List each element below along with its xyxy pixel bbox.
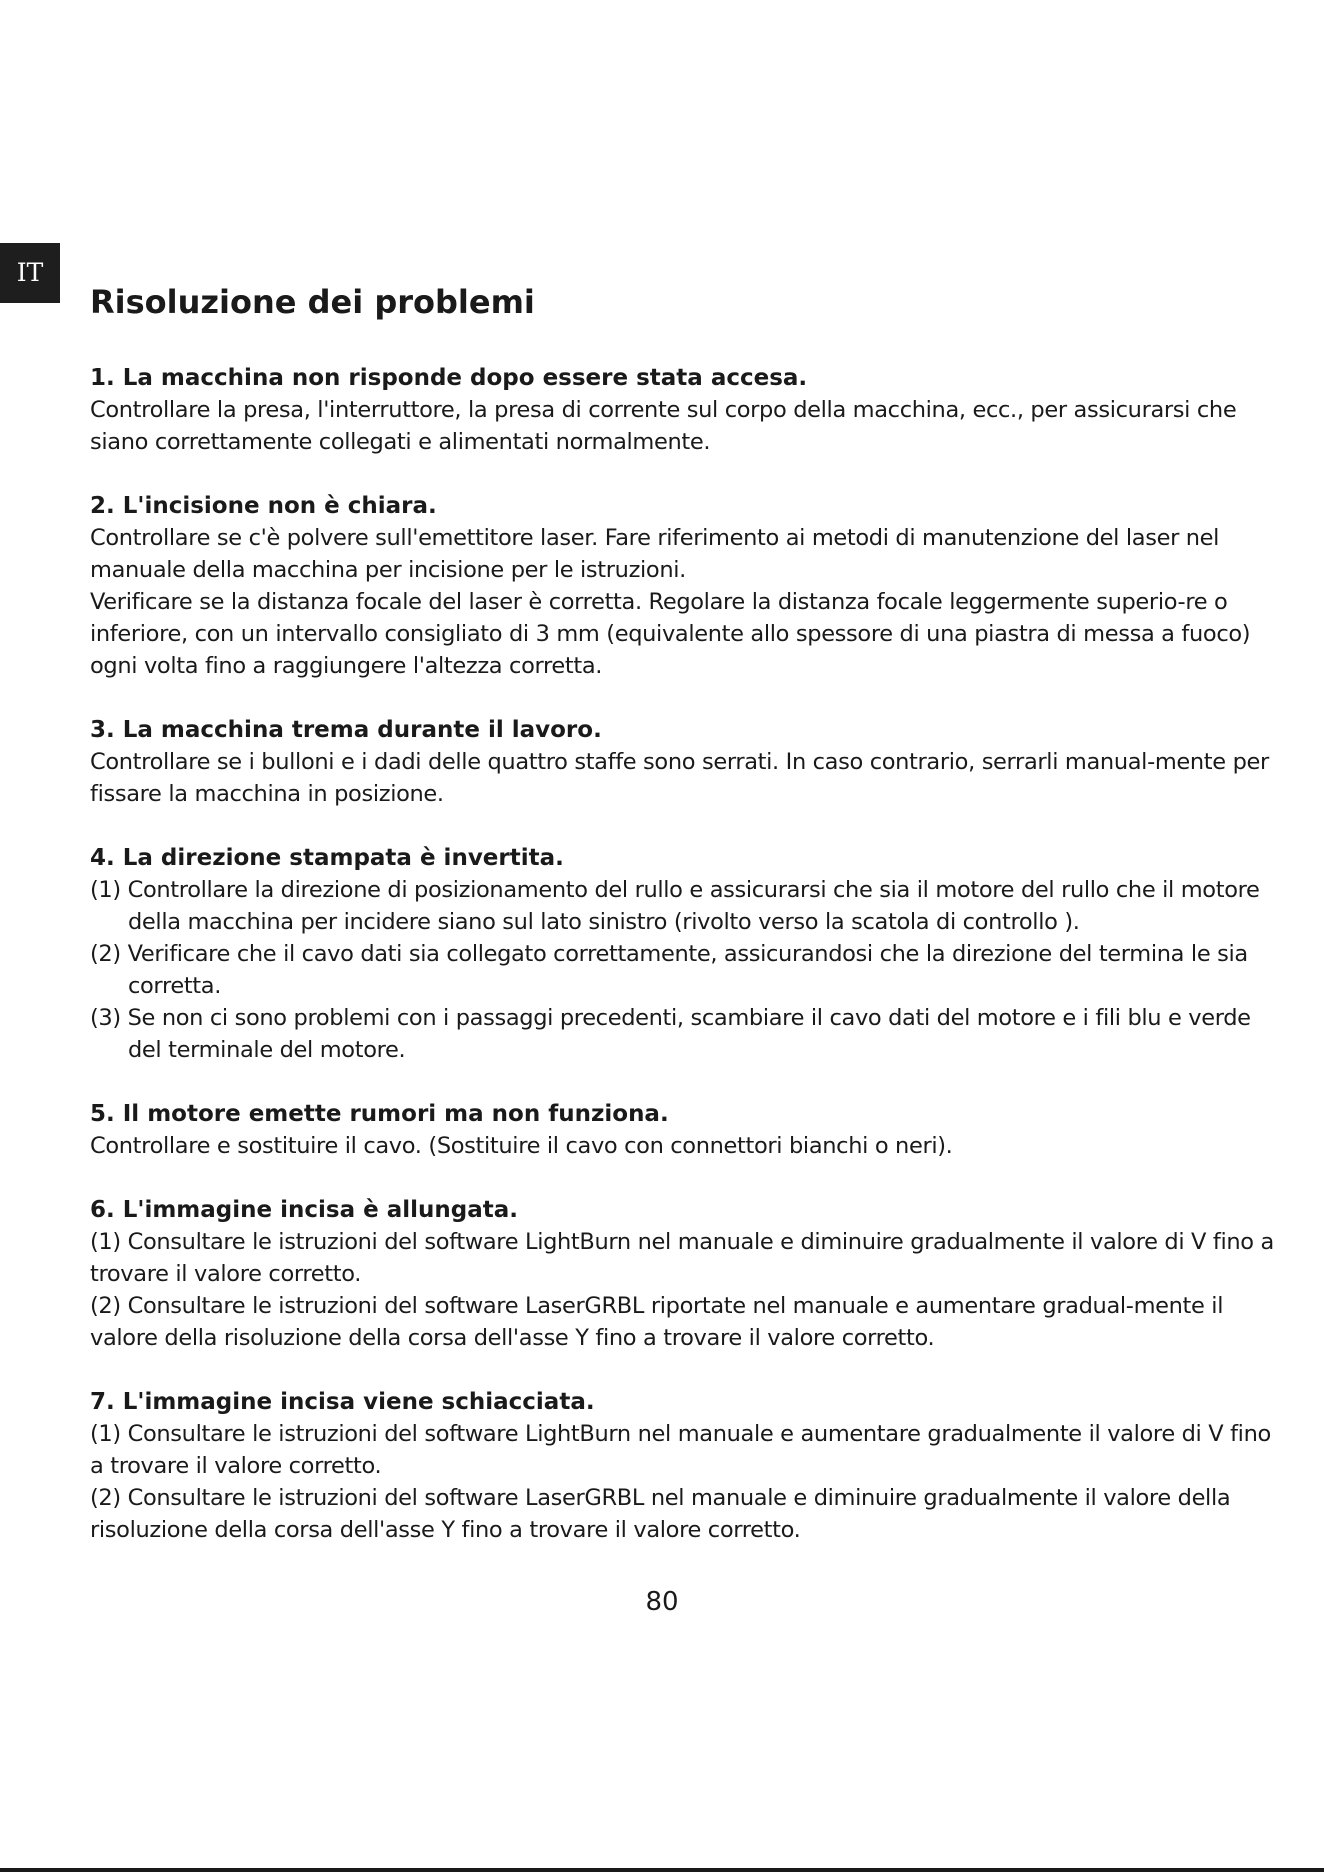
section-paragraph: (2) Consultare le istruzioni del software LaserGRBL riportate nel manuale e aumentare gradual-mente il valore della risoluzione della corsa dell'asse Y fino a trovare il valore corretto.: [90, 1293, 1224, 1351]
section-heading: 1. La macchina non risponde dopo essere stata accesa.: [90, 365, 808, 391]
section-paragraph: Verificare se la distanza focale del laser è corretta. Regolare la distanza focale leggermente superio-re o inferiore, con un intervallo consigliato di 3 mm (equivalente allo spessore di una piastra di messa a fuoco) ogni volta fino a raggiungere l'altezza corretta.: [90, 589, 1251, 679]
page-number: 80: [645, 1587, 679, 1617]
section-4: [90, 842, 1280, 1066]
section-heading: 5. Il motore emette rumori ma non funziona.: [90, 1101, 669, 1127]
language-tab: IT: [0, 243, 60, 303]
bottom-divider: [0, 1868, 1324, 1872]
section-heading: 3. La macchina trema durante il lavoro.: [90, 717, 602, 743]
section-6: [90, 1194, 1280, 1354]
section-paragraph: Controllare e sostituire il cavo. (Sostituire il cavo con connettori bianchi o neri).: [90, 1133, 953, 1159]
section-heading: 4. La direzione stampata è invertita.: [90, 845, 564, 871]
section-7: [90, 1386, 1280, 1546]
section-paragraph: (1) Consultare le istruzioni del software LightBurn nel manuale e diminuire gradualmente il valore di V fino a trovare il valore corretto.: [90, 1229, 1274, 1287]
section-paragraph: (2) Consultare le istruzioni del software LaserGRBL nel manuale e diminuire gradualmente il valore della risoluzione della corsa dell'asse Y fino a trovare il valore corretto.: [90, 1485, 1231, 1543]
section-heading: 2. L'incisione non è chiara.: [90, 493, 437, 519]
section-3: [90, 714, 1280, 810]
page-title: Risoluzione dei problemi: [90, 283, 535, 321]
section-paragraph: (1) Consultare le istruzioni del software LightBurn nel manuale e aumentare gradualmente il valore di V fino a trovare il valore corretto.: [90, 1421, 1271, 1479]
list-item: (1) Controllare la direzione di posizionamento del rullo e assicurarsi che sia il motore del rullo che il motore della macchina per incidere siano sul lato sinistro (rivolto verso la scatola di controllo ).: [90, 877, 1260, 935]
section-paragraph: Controllare se i bulloni e i dadi delle quattro staffe sono serrati. In caso contrario, serrarli manual-mente per fissare la macchina in posizione.: [90, 749, 1269, 807]
section-2: [90, 490, 1280, 682]
section-paragraph: Controllare la presa, l'interruttore, la presa di corrente sul corpo della macchina, ecc., per assicurarsi che siano correttamente collegati e alimentati normalmente.: [90, 397, 1237, 455]
list-item: (2) Verificare che il cavo dati sia collegato correttamente, assicurandosi che la direzione del termina le sia corretta.: [90, 941, 1248, 999]
section-5: [90, 1098, 1280, 1162]
section-paragraph: Controllare se c'è polvere sull'emettitore laser. Fare riferimento ai metodi di manutenzione del laser nel manuale della macchina per incisione per le istruzioni.: [90, 525, 1220, 583]
section-heading: 6. L'immagine incisa è allungata.: [90, 1197, 518, 1223]
section-1: [90, 362, 1280, 458]
section-heading: 7. L'immagine incisa viene schiacciata.: [90, 1389, 595, 1415]
page-content: [90, 278, 1280, 1578]
list-item: (3) Se non ci sono problemi con i passaggi precedenti, scambiare il cavo dati del motore e i fili blu e verde del terminale del motore.: [90, 1005, 1251, 1063]
